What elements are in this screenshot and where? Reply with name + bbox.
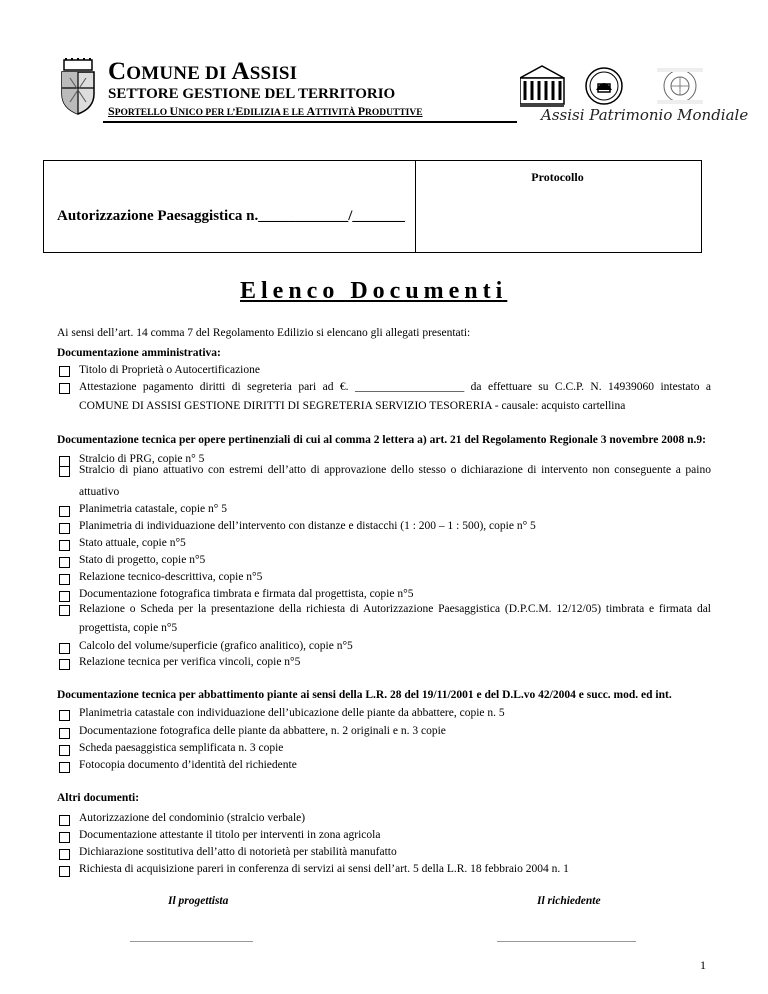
checkbox-other-1[interactable] (59, 832, 70, 843)
technical-item-label: Relazione o Scheda per la presentazione della richiesta di Autorizzazione Paesaggistica (D.P.C.M. 12/12/05) timbrata e firmata dal (79, 603, 711, 615)
protocol-label: Protocollo (531, 170, 584, 184)
technical-item-label: Stato di progetto, copie n°5 (79, 554, 206, 566)
intro-text: Ai sensi dell’art. 14 comma 7 del Regolamento Edilizio si elencano gli allegati presentati: (57, 327, 471, 339)
checkbox-technical-9[interactable] (59, 643, 70, 654)
technical-item-label: Documentazione fotografica timbrata e firmata dal progettista, copie n°5 (79, 588, 414, 600)
checkbox-technical-6[interactable] (59, 574, 70, 585)
applicant-signature-label: Il richiedente (537, 895, 601, 907)
desk-name-segment: P (357, 104, 366, 118)
other-item-label: Dichiarazione sostitutiva dell’atto di notorietà per stabilità manufatto (79, 846, 397, 858)
technical-item-label: Relazione tecnica per verifica vincoli, copie n°5 (79, 656, 301, 668)
desk-name-segment: S (108, 104, 115, 118)
trees-item-label: Planimetria catastale con individuazione dell’ubicazione delle piante da abbattere, copie n. 5 (79, 707, 505, 719)
page-number: 1 (700, 958, 706, 972)
header-divider (103, 121, 517, 123)
coat-of-arms-icon (58, 58, 98, 116)
admin-item-continuation: COMUNE DI ASSISI GESTIONE DIRITTI DI SEGRETERIA SERVIZIO TESORERIA - causale: acquisto cartellina (79, 400, 626, 412)
un-emblem (657, 68, 703, 104)
admin-section-heading: Documentazione amministrativa: (57, 347, 221, 359)
logo-caption: Assisi Patrimonio Mondiale (541, 106, 749, 124)
desk-name (108, 104, 423, 119)
technical-item-label: Planimetria di individuazione dell’intervento con distanze e distacchi (1 : 200 – 1 : 500), copie n° 5 (79, 520, 536, 532)
checkbox-trees-0[interactable] (59, 710, 70, 721)
technical-item-label: Planimetria catastale, copie n° 5 (79, 503, 227, 515)
checkbox-admin-0[interactable] (59, 366, 70, 377)
checkbox-technical-1[interactable] (59, 466, 70, 477)
technical-item-label: Stato attuale, copie n°5 (79, 537, 186, 549)
document-title: Elenco Documenti (240, 278, 508, 304)
applicant-signature-line[interactable] (497, 941, 636, 942)
other-item-label: Documentazione attestante il titolo per interventi in zona agricola (79, 829, 381, 841)
desk-name-segment: NICO PER L’ (178, 108, 236, 118)
authorization-box (43, 160, 416, 253)
checkbox-trees-3[interactable] (59, 762, 70, 773)
desk-name-segment: PORTELLO (114, 108, 170, 118)
designer-signature-line[interactable] (130, 941, 253, 942)
designer-signature-label: Il progettista (168, 895, 229, 907)
checkbox-technical-7[interactable] (59, 591, 70, 602)
checkbox-other-2[interactable] (59, 849, 70, 860)
technical-item-continuation: attuativo (79, 486, 120, 498)
trees-item-label: Fotocopia documento d’identità del richiedente (79, 759, 297, 771)
trees-item-label: Scheda paesaggistica semplificata n. 3 copie (79, 742, 284, 754)
municipality-title: COMUNE DI ASSISI (108, 58, 298, 85)
technical-item-label: Stralcio di piano attuativo con estremi dell’atto di approvazione dello stesso o dichiarazione di intervento non conseguente a paino (79, 464, 711, 476)
desk-name-segment: RODUTTIVE (365, 108, 423, 118)
technical-item-continuation: progettista, copie n°5 (79, 622, 178, 634)
checkbox-technical-4[interactable] (59, 540, 70, 551)
technical-item-label: Calcolo del volume/superficie (grafico analitico), copie n°5 (79, 640, 353, 652)
checkbox-trees-2[interactable] (59, 745, 70, 756)
desk-name-segment: U (169, 104, 179, 118)
admin-item-label: Attestazione pagamento diritti di segreteria pari ad €. ___________________ da effettuare su C.C.P. N. 14939060 intestato a (79, 381, 711, 393)
checkbox-technical-5[interactable] (59, 557, 70, 568)
checkbox-admin-1[interactable] (59, 383, 70, 394)
checkbox-other-3[interactable] (59, 866, 70, 877)
checkbox-technical-10[interactable] (59, 659, 70, 670)
other-item-label: Autorizzazione del condominio (stralcio verbale) (79, 812, 306, 824)
desk-name-segment: A (306, 104, 316, 118)
world-heritage-emblem (586, 68, 622, 104)
desk-name-segment: E (235, 104, 244, 118)
admin-item-label: Titolo di Proprietà o Autocertificazione (79, 364, 260, 376)
sector-name: SETTORE GESTIONE DEL TERRITORIO (108, 86, 396, 102)
trees-item-label: Documentazione fotografica delle piante da abbattere, n. 2 originali e n. 3 copie (79, 725, 446, 737)
desk-name-segment: TTIVITÀ (315, 108, 358, 118)
authorization-number-field[interactable]: Autorizzazione Paesaggistica n.____________/_______ (57, 208, 405, 224)
desk-name-segment: DILIZIA E LE (243, 108, 307, 118)
checkbox-technical-3[interactable] (59, 523, 70, 534)
other-item-label: Richiesta di acquisizione pareri in conferenza di servizi ai sensi dell’art. 5 della L.R. 18 febbraio 2004 n. 1 (79, 863, 569, 875)
other-section-heading: Altri documenti: (57, 792, 140, 804)
unesco-logo (520, 66, 564, 106)
technical-item-label: Stralcio di PRG, copie n° 5 (79, 453, 205, 465)
technical-item-label: Relazione tecnico-descrittiva, copie n°5 (79, 571, 263, 583)
checkbox-technical-8[interactable] (59, 605, 70, 616)
checkbox-other-0[interactable] (59, 815, 70, 826)
checkbox-technical-2[interactable] (59, 506, 70, 517)
technical-section-heading: Documentazione tecnica per opere pertinenziali di cui al comma 2 lettera a) art. 21 del Regolamento Regionale 3 novembre 2008 n.9: (57, 434, 706, 446)
trees-section-heading: Documentazione tecnica per abbattimento piante ai sensi della L.R. 28 del 19/11/2001 e del D.L.vo 42/2004 e succ. mod. ed int. (57, 689, 672, 701)
checkbox-trees-1[interactable] (59, 728, 70, 739)
